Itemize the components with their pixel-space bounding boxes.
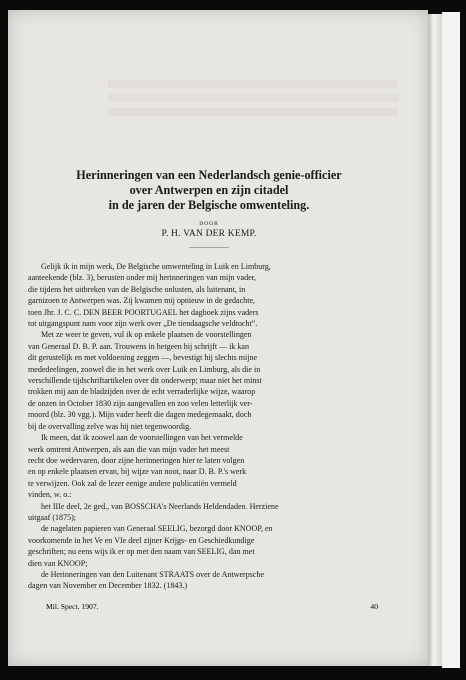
body-line: uitgaaf (1875); [28,512,77,522]
body-line: Gelijk ik in mijn werk, De Belgische omwenteling in Luik en Limburg, [41,262,271,271]
page-edge [428,14,442,666]
body-line: mededeelingen, zoowel die in het werk over Luik en Limburg, als die in [28,364,261,374]
body-line: Met ze weer te geven, vul ik op enkele plaatsen de voorstellingen [41,330,252,340]
bleed-through [108,108,398,116]
body-line: recht doe wedervaren, door zijne herinneringen hier te laten volgen [28,455,245,465]
body-line: de Herinneringen van den Luitenant STRAATS over de Antwerpsche [41,569,265,579]
divider [189,247,229,248]
page-footer [28,602,378,611]
body-line: voorkomende in het Ve en VIe deel zijner Krijgs- en Geschiedkundige [28,535,255,545]
page-number: 40 [370,602,378,611]
byline-label: DOOR [199,221,219,227]
body-line: aanteekende (blz. 3), berusten onder mij herinneringen van mijn vader, [28,273,257,283]
body-line: de onzen in October 1830 zijn aangevallen en zoo velen letterlijk ver- [28,398,253,408]
body-line: dien van KNOOP; [28,558,88,568]
body-line: werk omtrent Antwerpen, als aan die van mijn vader het meest [28,444,230,454]
body-line: garnizoen te Antwerpen was. Zij kwamen mij opnieuw in de gedachte, [28,296,256,306]
title-line: over Antwerpen en zijn citadel [129,183,289,197]
title-line: Herinneringen van een Nederlandsch genie-officier [76,168,342,182]
bleed-through [108,94,398,102]
scan-margin [442,12,460,668]
body-line: het IIIe deel, 2e ged., van BOSSCHA's Neerlands Heldendaden. Herziene [41,501,279,511]
body-line: geschriften; nu eens wijs ik er op met den naam van SEELIG, dan met [28,547,255,557]
body-line: die tijdens het uitbreken van de Belgische onlusten, als luitenant, in [28,284,246,294]
body-line: en op enkele plaatsen ervan, bij wijze van noot, naar D. B. P.'s werk [28,467,247,477]
body-line: dit gerustelijk en met voldoening zeggen —, bevestigt hij slechts mijne [28,353,258,363]
bleed-through [108,80,398,88]
body-line: de nagelaten papieren van Generaal SEELIG, bezorgd door KNOOP, en [41,524,273,534]
article-body [28,261,390,592]
article-title [28,168,390,213]
body-line: te verwijzen. Ook zal de lezer eenige andere publicatiën vermeld [28,478,237,488]
author-name: P. H. VAN DER KEMP. [161,229,257,239]
body-line: verschillende tijdschriftartikelen over dit onderwerp; maar niet het minst [28,376,262,386]
body-line: tot uitgangspunt nam voor zijn werk over „De tiendaagsche veldtocht”. [28,319,258,329]
title-line: in de jaren der Belgische omwenteling. [108,198,310,212]
body-line: vinden, w. o.: [28,490,72,500]
journal-reference: Mil. Spect. 1907. [46,602,99,611]
body-line: Ik meen, dat ik zoowel aan de voorstellingen van het vermelde [41,433,243,443]
body-line: trokken mij aan de bladzijden over de echt verraderlijke wijze, waarop [28,387,256,397]
body-line: dagen van November en December 1832. (1843.) [28,581,188,591]
body-line: toen Jhr. J. C. C. DEN BEER POORTUGAEL het dagboek zijns vaders [28,307,259,317]
body-line: van Generaal D. B. P. aan. Trouwens in hetgeen hij schrijft — ik kan [28,341,250,351]
body-line: moord (blz. 30 vgg.). Mijn vader heeft die dagen medegemaakt, doch [28,410,252,420]
body-line: bij de overvalling zelve was hij niet tegenwoordig. [28,421,192,431]
article [28,168,390,592]
